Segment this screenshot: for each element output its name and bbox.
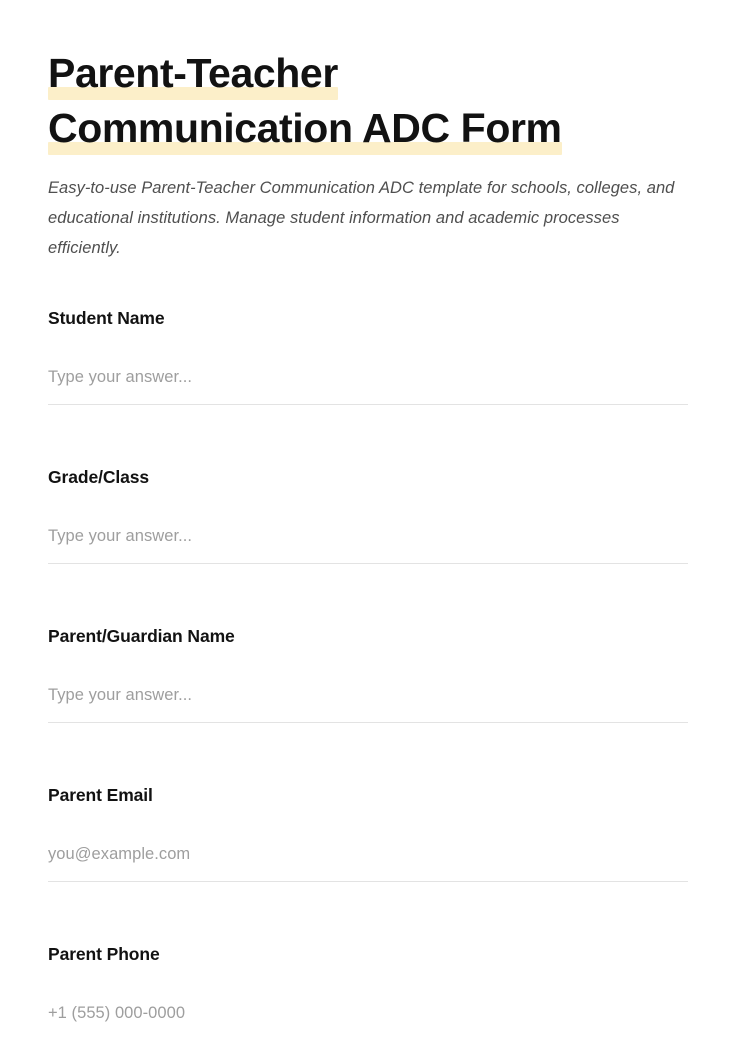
grade-class-input[interactable]: [48, 525, 688, 547]
page-subtitle: Easy-to-use Parent-Teacher Communication ADC template for schools, colleges, and educational institutions. Manage student information and academic processes efficiently.: [48, 179, 675, 257]
form-fields: [48, 306, 688, 1040]
page-title: [48, 46, 608, 156]
page-title-text-2: Communication ADC Form: [48, 105, 562, 151]
form-field-parent-email: [48, 783, 688, 882]
field-input-wrap-parent-email[interactable]: [48, 843, 688, 882]
parent-guardian-name-input[interactable]: [48, 684, 688, 706]
parent-phone-input[interactable]: [48, 1002, 688, 1024]
field-input-wrap-grade-class[interactable]: [48, 525, 688, 564]
form-field-student-name: [48, 306, 688, 405]
field-label-grade-class: Grade/Class: [48, 467, 150, 487]
parent-email-input[interactable]: [48, 843, 688, 865]
field-input-wrap-parent-guardian-name[interactable]: [48, 684, 688, 723]
field-input-wrap-student-name[interactable]: [48, 366, 688, 405]
field-input-wrap-parent-phone[interactable]: [48, 1002, 688, 1040]
student-name-input[interactable]: [48, 366, 688, 388]
page-title-text-1: Parent-Teacher: [48, 50, 338, 96]
field-label-parent-email: Parent Email: [48, 785, 153, 805]
field-label-parent-phone: Parent Phone: [48, 944, 160, 964]
form-field-parent-guardian-name: [48, 624, 688, 723]
form-field-grade-class: [48, 465, 688, 564]
page-title-line-2: [48, 101, 608, 156]
page-title-line-1: [48, 46, 608, 101]
field-label-parent-guardian-name: Parent/Guardian Name: [48, 626, 235, 646]
form-header: [48, 0, 688, 263]
field-label-student-name: Student Name: [48, 308, 165, 328]
form-field-parent-phone: [48, 942, 688, 1040]
